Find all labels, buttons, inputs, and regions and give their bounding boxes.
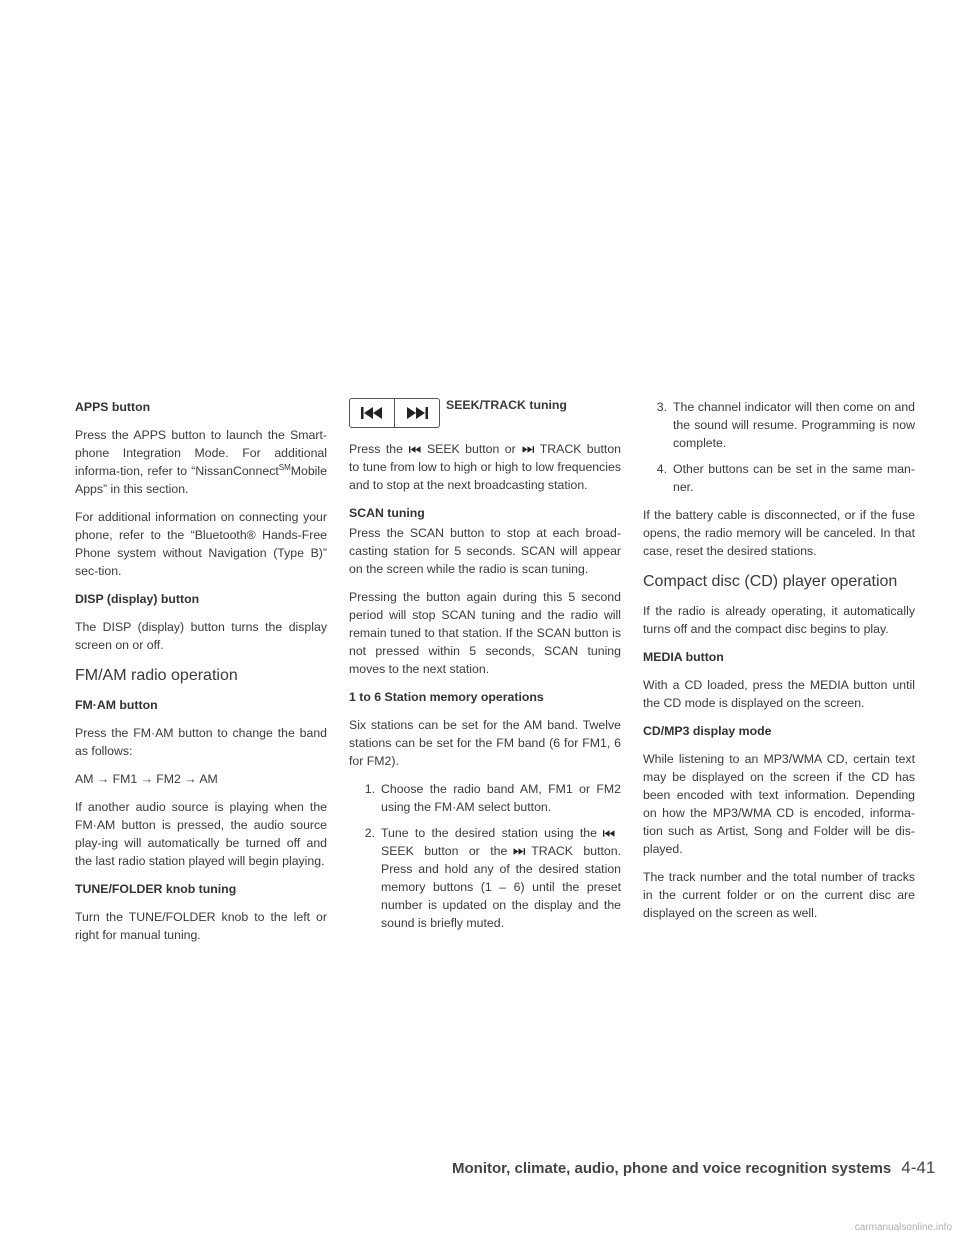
battery-paragraph: If the battery cable is disconnected, or if the fuse opens, the radio memory will be canceled. In that case, reset the desired stations. [643,508,915,558]
list-item: 1. Choose the radio band AM, FM1 or FM2 using the FM·AM select button. [364,782,621,814]
band-sequence: AM → FM1 → FM2 → AM [75,772,218,786]
fm-am-section-title: FM/AM radio operation [75,667,238,684]
mp3-paragraph-1: While listening to an MP3/WMA CD, certain text may be displayed on the screen if the CD has been encoded with text information. Depending on how the MP3/WMA CD is encoded, informa-tion such as Artist, Song and Folder will be dis-played. [643,752,915,856]
scan-paragraph-2: Pressing the button again during this 5 second period will stop SCAN tuning and the radio will remain tuned to that station. If the SCAN button is not pressed within 5 seconds, SCAN tuning moves to the next station. [349,590,621,676]
list-item: 4. Other buttons can be set in the same man-ner. [656,462,915,494]
station-memory-paragraph: Six stations can be set for the AM band. Twelve stations can be set for the FM band (6 for FM1, 6 for FM2). [349,718,621,768]
apps-button-heading: APPS button [75,400,151,414]
column-middle [349,398,621,942]
list-item: 2. Tune to the desired station using theSEEK button or the TRACK button. Press and hold any of the desired station memory buttons (1 – 6) until the preset number is updated on the display and the sound is briefly muted. [364,826,621,930]
service-mark: SM [278,462,291,472]
disp-paragraph: The DISP (display) button turns the display screen on or off. [75,620,327,652]
skip-back-icon [597,824,621,842]
page-number: 4-41 [901,1158,936,1177]
skip-back-icon [403,440,427,458]
column-right [643,398,915,932]
seek-track-paragraph: Press the SEEK button or TRACK button to tune from low to high or high to low frequencies and to stop at the next broadcasting station. [349,442,621,492]
cd-section-title: Compact disc (CD) player operation [643,573,898,590]
disp-button-heading: DISP (display) button [75,592,200,606]
tune-folder-heading: TUNE/FOLDER knob tuning [75,882,237,896]
skip-forward-icon [394,399,439,427]
chapter-title: Monitor, climate, audio, phone and voice recognition systems [452,1160,892,1177]
skip-back-icon [350,399,394,427]
memory-steps-list-continued [643,398,915,496]
list-item: 3. The channel indicator will then come on and the sound will resume. Programming is now complete. [656,400,915,450]
station-memory-heading: 1 to 6 Station memory operations [349,690,544,704]
memory-steps-list [349,780,621,932]
mp3-display-heading: CD/MP3 display mode [643,724,772,738]
skip-forward-icon [516,440,540,458]
scan-tuning-heading: SCAN tuning [349,506,425,520]
seek-track-heading: SEEK/TRACK tuning [446,398,567,412]
seek-track-button-graphic [349,398,440,428]
seek-track-heading-row [349,398,621,428]
apps-paragraph-2: For additional information on connecting your phone, refer to the “Bluetooth® Hands-Free Phone system without Navigation (Type B)” sec-tion. [75,510,327,578]
media-button-heading: MEDIA button [643,650,724,664]
skip-forward-icon [507,842,531,860]
tune-folder-paragraph: Turn the TUNE/FOLDER knob to the left or right for manual tuning. [75,910,327,942]
fm-am-paragraph-1: Press the FM·AM button to change the band as follows: [75,726,327,758]
scan-paragraph-1: Press the SCAN button to stop at each broad-casting station for 5 seconds. SCAN will appear on the screen while the radio is scan tuning. [349,526,621,576]
apps-paragraph-1: Press the APPS button to launch the Smart-phone Integration Mode. For additional informa-tion, refer to “NissanConnect℠Mobile Apps” in this section. [75,428,327,496]
mp3-paragraph-2: The track number and the total number of tracks in the current folder or on the current disc are displayed on the screen as well. [643,870,915,920]
cd-paragraph: If the radio is already operating, it automatically turns off and the compact disc begins to play. [643,604,915,636]
watermark: carmanualsonline.info [854,1222,952,1233]
column-left [75,398,327,954]
fm-am-button-heading: FM·AM button [75,698,158,712]
media-paragraph: With a CD loaded, press the MEDIA button until the CD mode is displayed on the screen. [643,678,915,710]
page-footer [452,1158,936,1178]
fm-am-paragraph-2: If another audio source is playing when the FM·AM button is pressed, the audio source play-ing will automatically be turned off and the last radio station played will begin playing. [75,800,327,868]
